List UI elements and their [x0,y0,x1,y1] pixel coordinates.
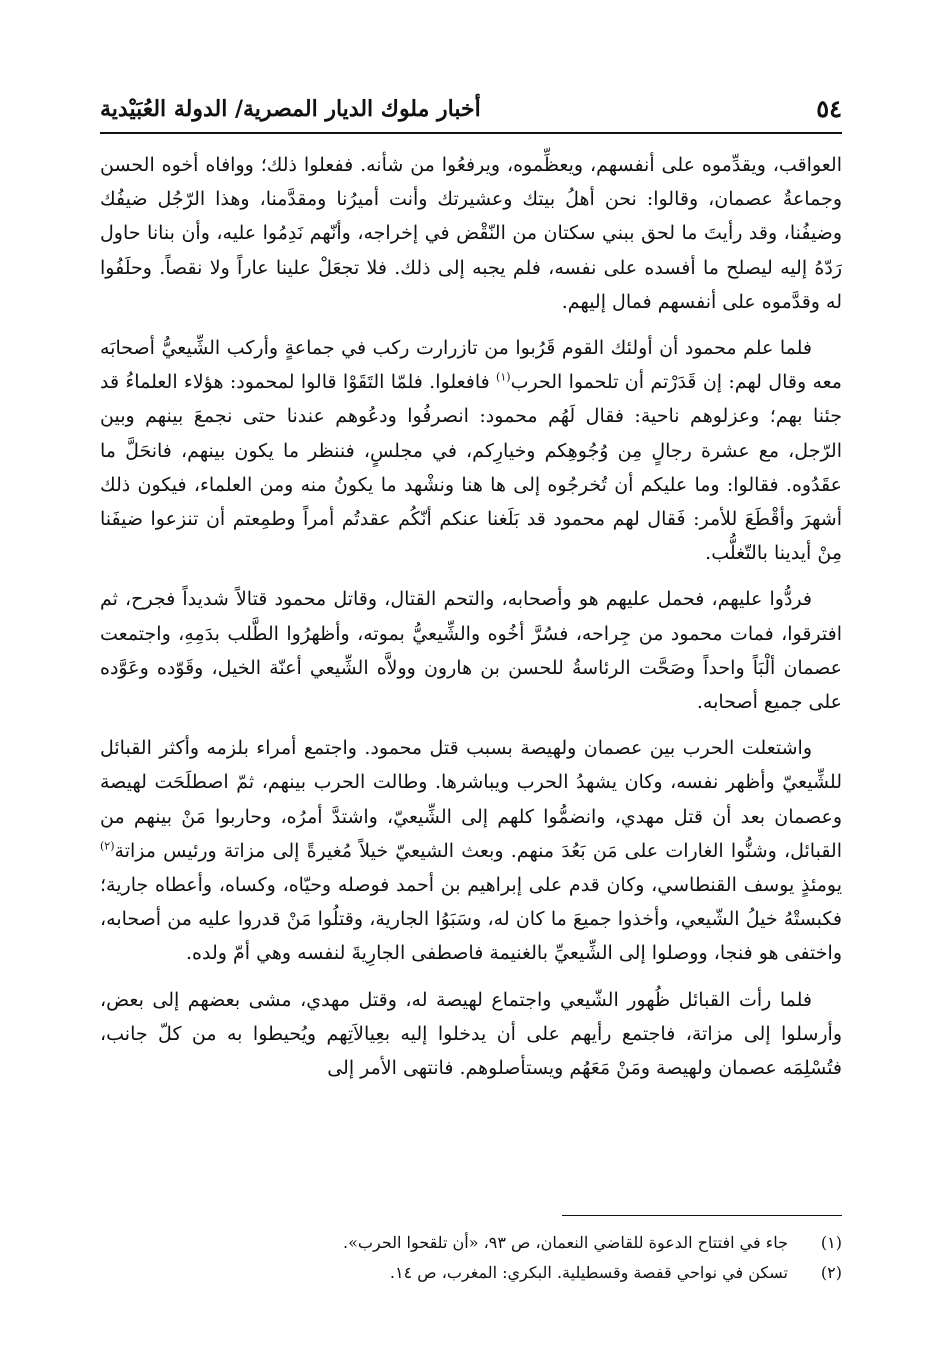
footnote-2 [100,1258,842,1288]
running-title: أخبار ملوك الديار المصرية/ الدولة العُبَيْدية [100,96,481,122]
footnote-divider [562,1215,842,1216]
paragraph-2: فلما علم محمود أن أولئك القوم قَرُبوا من تازرارت ركب في جماعةٍ وأركب الشِّيعيُّ أصحابَه معه وقال لهم: إن قَدَرْتم أن تلحموا الحرب$^{(١)}$ فافعلوا. فلمّا التَقَوْا قالوا لمحمود: هؤلاء العلماءُ قد جئنا بهم؛ وعزلوهم ناحية: فقال لَهُم محمود: انصرفُوا ودعُوهم عندنا حتى نجمعَ بينهم وبين الرّجل، مع عشرة رجالٍ مِن وُجُوهِكم وخيارِكم، في مجلسٍ، فننظر ما يكون بينهم، فانحَلَّ ما عقَدُوه. فقالوا: وما عليكم أن تُخرجُوه إلى ها هنا ونشْهد ما يكونُ منه ومن العلماء، فيكون ذلك أشهرَ وأقْطَعَ للأمر: فَقال لهم محمود قد بَلَغنا عنكم أنّكُم عقدتُم أمراً وطمِعتم أن تنزعوا ضيفَنا مِنْ أيدينا بالتّغلُّب. [100,337,843,565]
main-text [100,148,842,1085]
footnote-text: تسكن في نواحي قفصة وقسطيلية. البكري: المغرب، ص ١٤. [389,1263,788,1282]
footnotes [100,1228,842,1288]
page-header [100,80,842,134]
paragraph-5: فلما رأت القبائل ظُهور الشّيعي واجتماع لهيصة له، وقتل مهدي، مشى بعضهم إلى بعض، وأرسلوا إلى مزاتة، فاجتمع رأيهم على أن يدخلوا إليه بعِيالاَتِهم ويُحيطوا به من كلّ جانب، فتُسْلِمَه عصمان ولهيصة ومَنْ مَعَهُم ويستأصلوهم. فانتهى الأمر إلى [100,988,842,1080]
footnote-number: (٢) [820,1263,842,1282]
paragraph-1: العواقب، ويقدِّموه على أنفسهم، ويعظِّموه، ويرفعُوا من شأنه. ففعلوا ذلك؛ ووافاه أخوه الحسن وجماعةُ عصمان، وقالوا: نحن أهلُ بيتك وعشيرتك وأنت أميرُنا ومقدَّمنا، وهذا الرّجُل ضيفُك وضيفُنا، وقد رأيتَ ما لحق ببني سكتان من النّقْض في إخراجه، وأنّهم نَدِمُوا عليه، وأن بنانا حاول رَدّهُ إليه ليصلح ما أفسده على نفسه، فلم يجبه إلى ذلك. فلا تجعَلْ علينا عاراً ولا نقصاً. وحلَفُوا له وقدَّموه على أنفسهم فمال إليهم. [100,154,842,313]
footnote-1 [100,1228,842,1258]
paragraph-3: فردُّوا عليهم، فحمل عليهم هو وأصحابه، والتحم القتال، وقاتل محمود قتالاً شديداً فجرح، ثم افترقوا، فمات محمود من جِراحه، فسُرَّ أخُوه والشِّيعيُّ بموته، وأظهرُوا الطَّلب بدَمِهِ، واجتمعت عصمان ألْبَاً واحداً وصَحَّت الرئاسةُ للحسن بن هارون وولاَّه الشِّيعي أعنّة الخيل، وقَوّده وعَوَّده على جميع أصحابه. [100,588,842,714]
footnote-marker-1[interactable]: (١) [496,370,511,384]
footnote-text: جاء في افتتاح الدعوة للقاضي النعمان، ص ٩٣، «أن تلقحوا الحرب». [343,1233,788,1252]
book-page [100,80,842,1320]
page-number: ٥٤ [816,94,842,123]
footnote-number: (١) [820,1233,842,1252]
footnote-marker-2[interactable]: (٢) [100,839,115,853]
paragraph-4: واشتعلت الحرب بين عصمان ولهيصة بسبب قتل محمود. واجتمع أمراء بلزمه وأكثر القبائل للشِّيعيّ وأظهر نفسه، وكان يشهدُ الحرب ويباشرها. وطالت الحرب بينهم، ثمّ اصطلَحَت لهيصة وعصمان بعد أن قتل مهدي، وانضمُّوا كلهم إلى الشِّيعيّ، واشتدَّ أمرُه، وحاربوا مَنْ بينهم من القبائل، وشنُّوا الغارات على مَن بَعُدَ منهم. وبعث الشيعيّ خيلاً مُغيرةً إلى مزاتة ورئيس مزاتة$^{(٢)}$ يومئذٍ يوسف القنطاسي، وكان قدم على إبراهيم بن أحمد فوصله وحيّاه، وكساه، وأعطاه جارية؛ فكبستْهُ خيلُ الشّيعي، وأخذوا جميعَ ما كان له، وسَبَوُا الجارية، وقتلُوا مَنْ قدروا عليه من أصحابه، واختفى هو فنجا، ووصلوا إلى الشِّيعيِّ بالغنيمة فاصطفى الجارِيةَ لنفسه وهي أمّ ولده. [100,737,842,965]
